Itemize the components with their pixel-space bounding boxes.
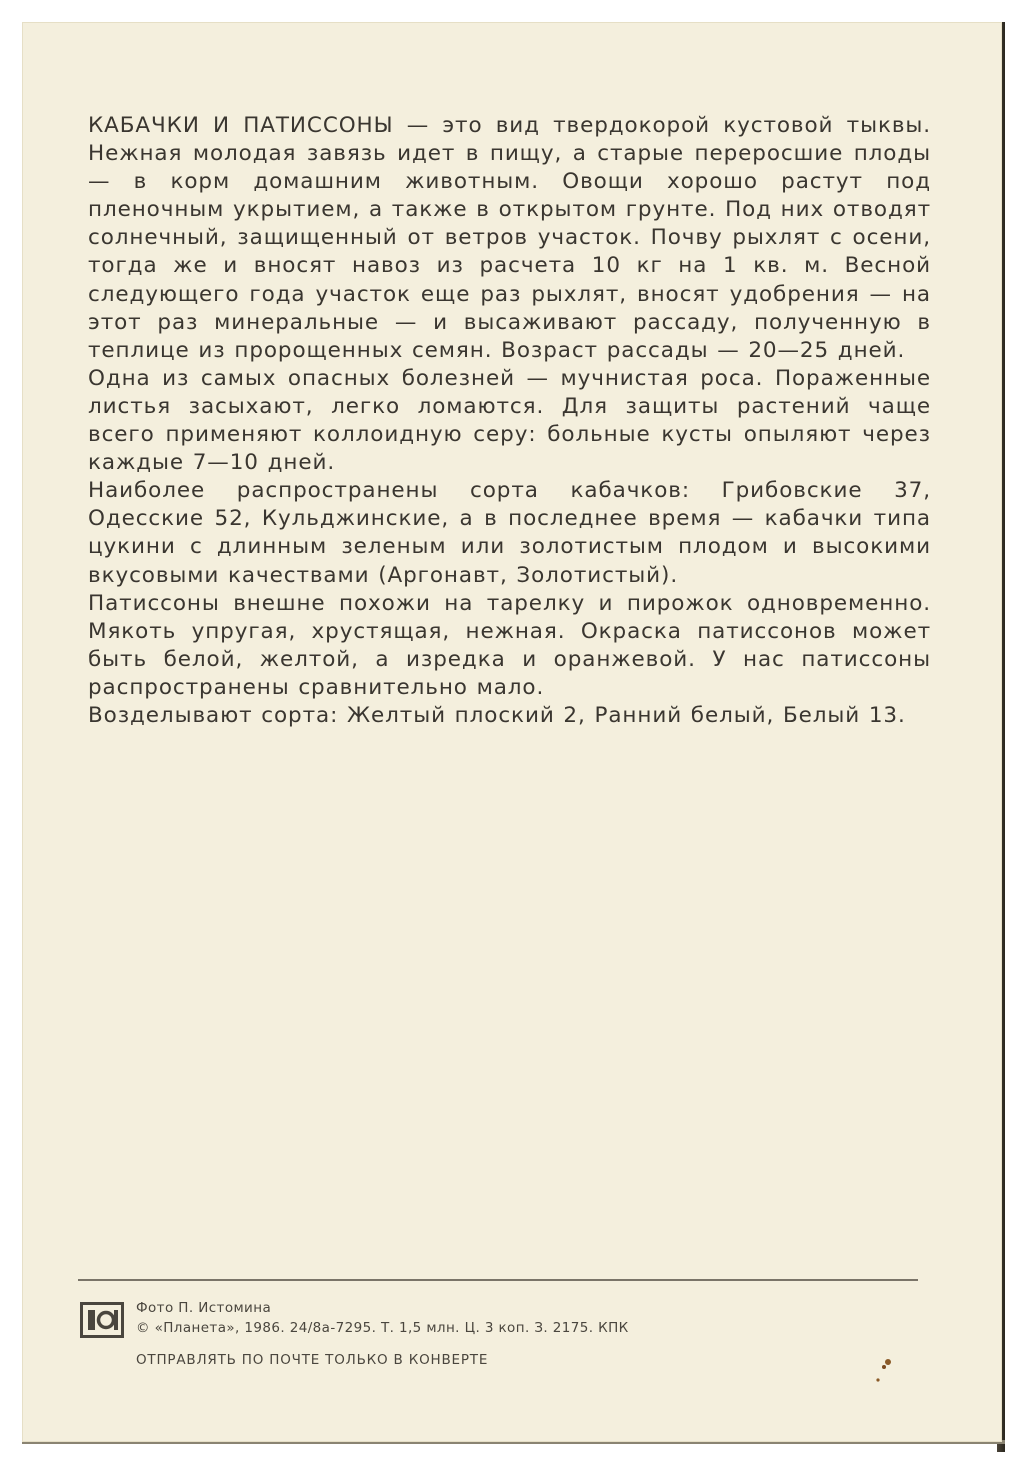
planeta-publisher-logo-icon [80, 1302, 124, 1338]
paragraph-pattypan-varieties: Возделывают сорта: Желтый плоский 2, Ранний белый, Белый 13. [88, 702, 906, 728]
paragraph-pattypan: Патиссоны внешне похожи на тарелку и пирожок одновременно. Мякоть упругая, хрустящая, нежная. Окраска патиссонов может быть белой, желтой, а изредка и оранжевой. У нас патиссоны распространены сравнительно мало. [88, 590, 931, 700]
article-body [88, 112, 931, 730]
paragraph-zucchini-varieties: Наиболее распространены сорта кабачков: Грибовские 37, Одесские 52, Кульджинские, а в последнее время — кабачки типа цукини с длинным зеленым или золотистым плодом и высокими вкусовыми качествами (Аргонавт, Золотистый). [88, 478, 931, 588]
footer-credits [136, 1298, 629, 1338]
mail-instruction: ОТПРАВЛЯТЬ ПО ПОЧТЕ ТОЛЬКО В КОНВЕРТЕ [136, 1352, 489, 1368]
article-lead-title: КАБАЧКИ И ПАТИССОНЫ [88, 113, 394, 138]
footer-divider [78, 1279, 918, 1281]
paragraph-intro [88, 112, 931, 365]
paragraph-disease: Одна из самых опасных болезней — мучнистая роса. Пораженные листья засыхают, легко ломаются. Для защиты растений чаще всего применяют коллоидную серу: больные кусты опыляют через каждые 7—10 дней. [88, 365, 931, 476]
paragraph-text: — это вид твердокорой кустовой тыквы. Нежная молодая завязь идет в пищу, а старые переросшие плоды — в корм домашним животным. Овощи хорошо растут под пленочным укрытием, а также в открытом грунте. Под них отводят солнечный, защищенный от ветров участок. Почву рыхлят с осени, тогда же и вносят навоз из расчета 10 кг на 1 кв. м. Весной следующего года участок еще раз рыхлят, вносят удобрения — на этот раз минеральные — и высаживают рассаду, полученную в теплице из пророщенных семян. Возраст рассады — 20—25 дней. [88, 113, 932, 363]
ink-stain [874, 1354, 898, 1384]
photo-credit: Фото П. Истомина [136, 1300, 272, 1316]
publisher-line: © «Планета», 1986. 24/8а-7295. Т. 1,5 млн. Ц. 3 коп. З. 2175. КПК [136, 1320, 629, 1336]
